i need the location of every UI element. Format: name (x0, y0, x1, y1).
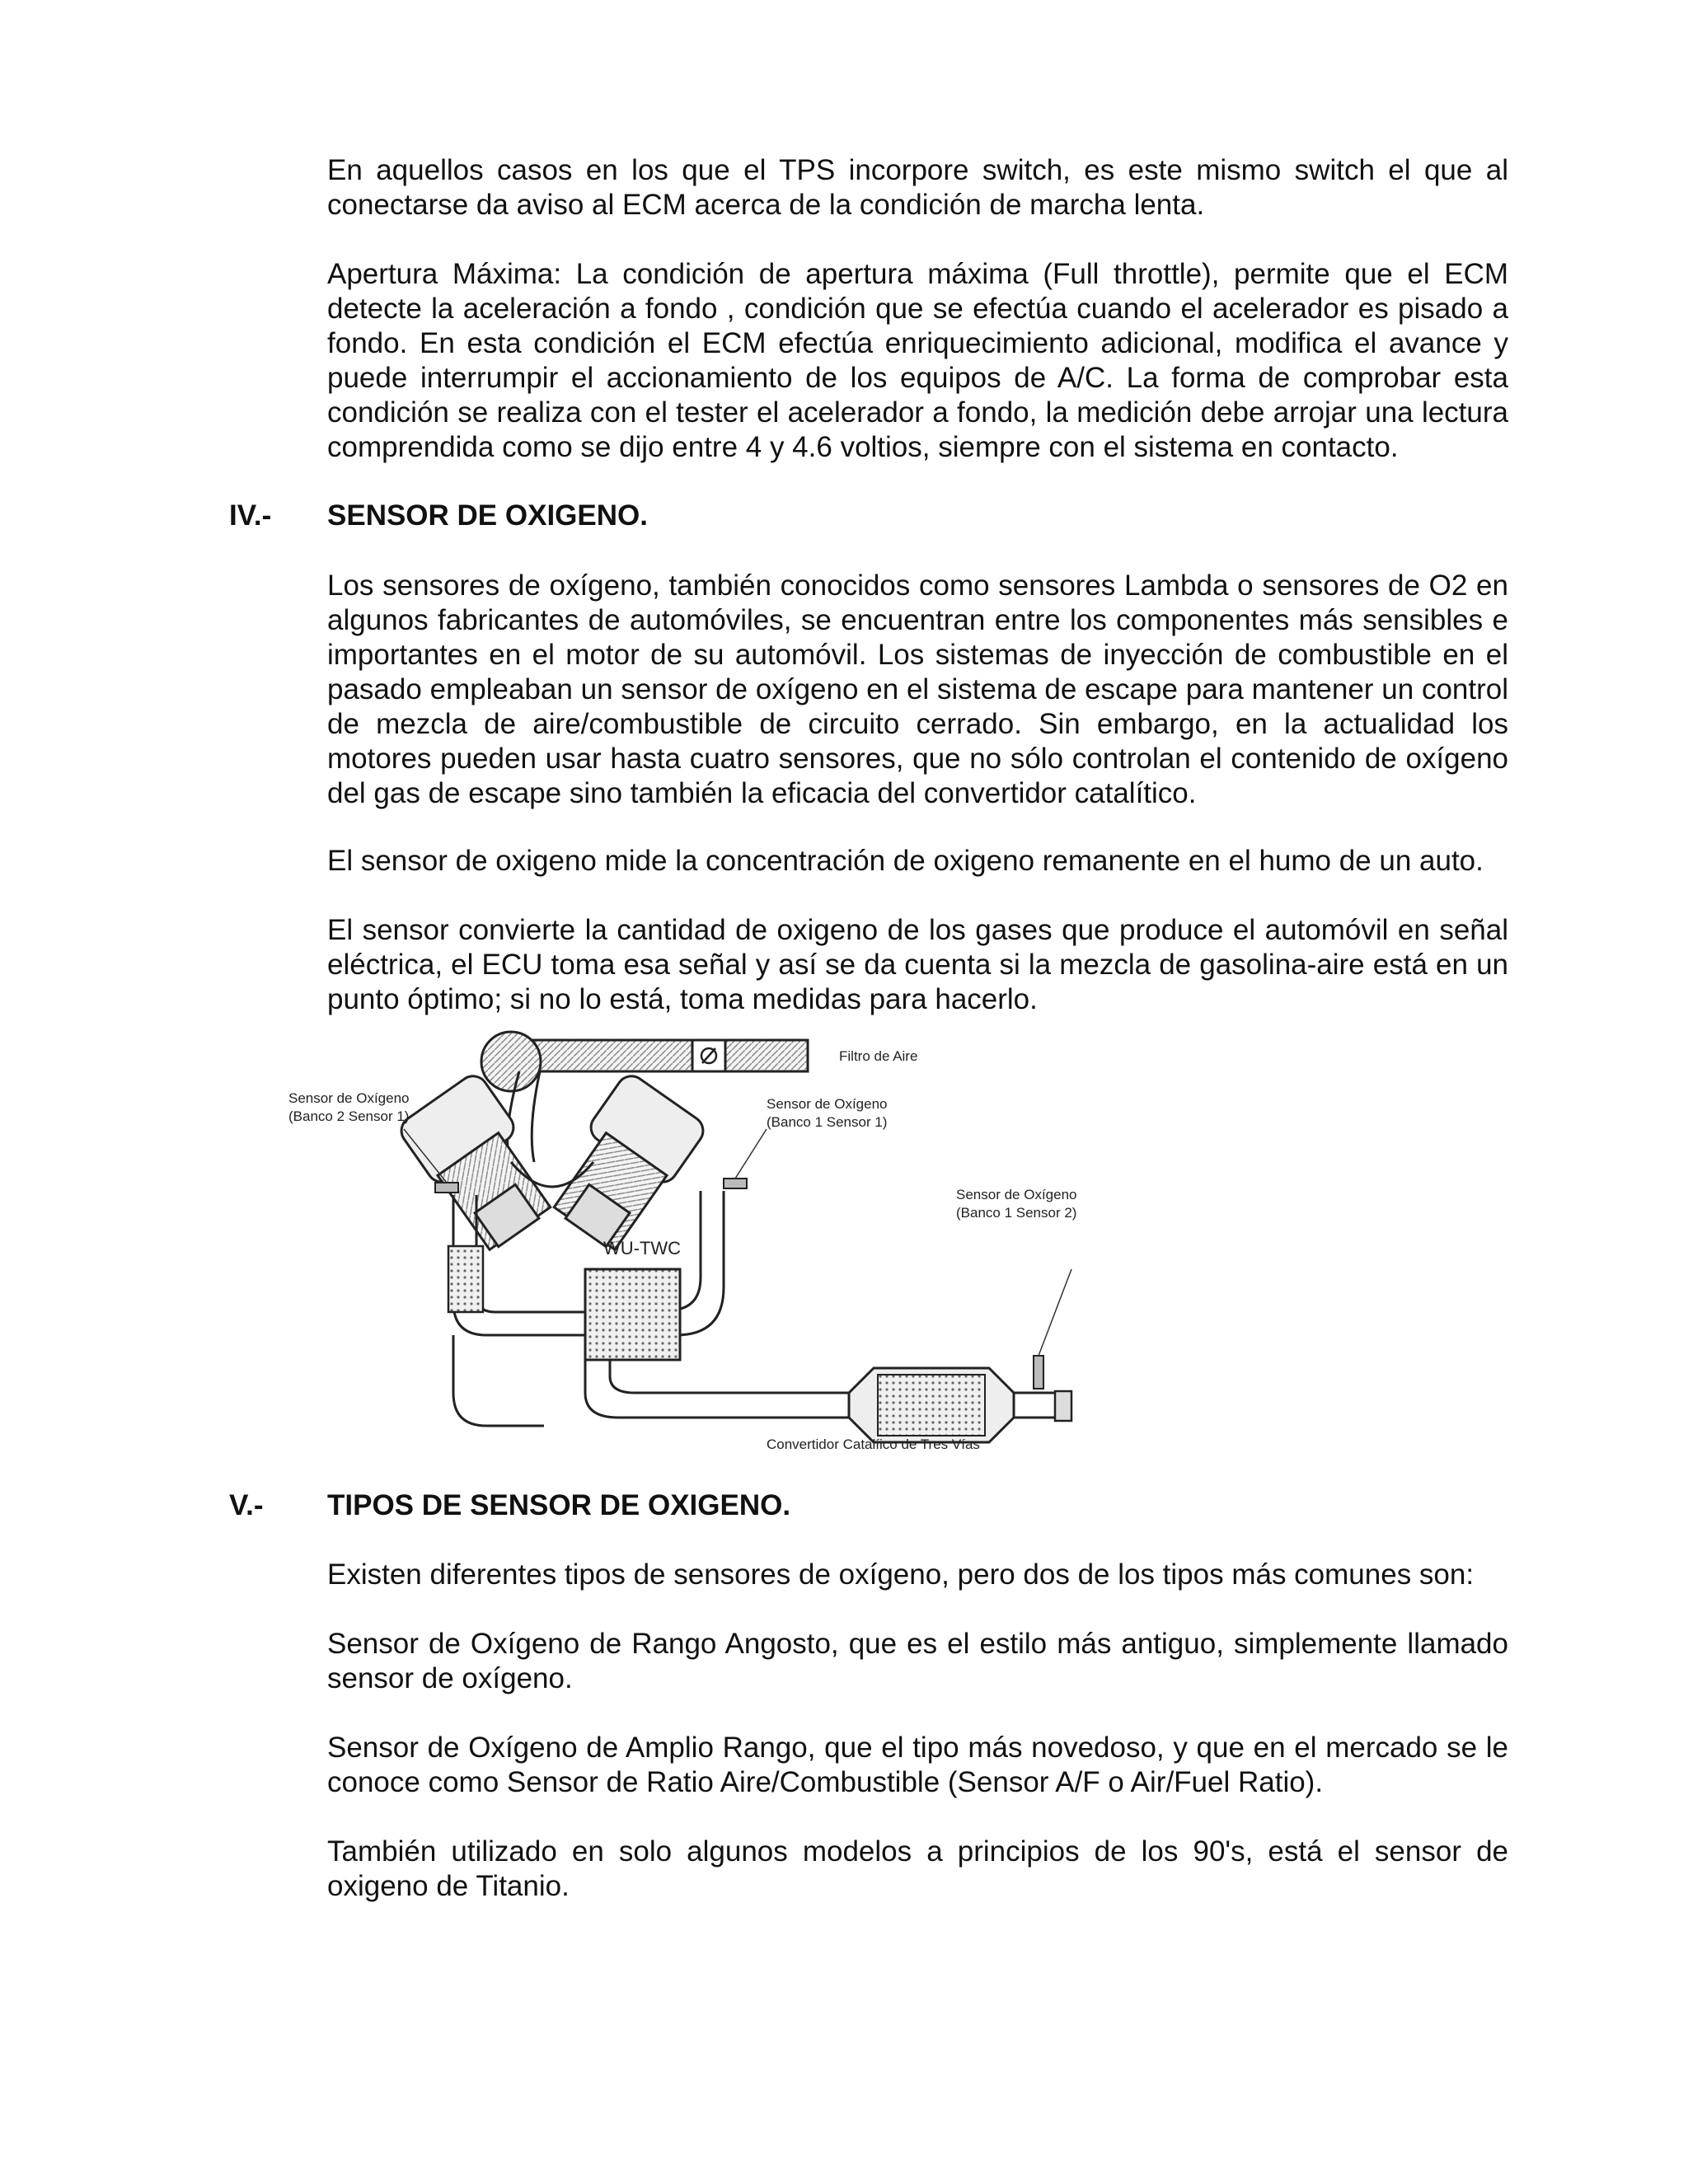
section-number-iv: IV.- (229, 499, 272, 532)
oxygen-sensor-bank1-sensor1 (724, 1129, 767, 1188)
paragraph-apertura-maxima: Apertura Máxima: La condición de apertura máxima (Full throttle), permite que el ECM detecte la aceleración a fondo , condición que se efectúa cuando el acelerador es pisado a fondo. En esta condición el ECM efectúa enriquecimiento adicional, modifica el avance y puede interrumpir el accionamiento de los equipos de A/C. La forma de comprobar esta condición se realiza con el tester el acelerador a fondo, la medición debe arrojar una lectura comprendida como se dijo entre 4 y 4.6 voltios, siempre con el sistema en contacto. (327, 258, 1508, 463)
air-filter-label: Filtro de Aire (839, 1048, 918, 1064)
paragraph-convierte-senal: El sensor convierte la cantidad de oxigeno de los gases que produce el automóvil en señal eléctrica, el ECU toma esa señal y así se da cuenta si la mezcla de gasolina-aire está en un punto óptimo; si no lo está, toma medidas para hacerlo. (327, 914, 1508, 1015)
wu-twc-label: WU-TWC (603, 1238, 682, 1258)
oxygen-sensor-bank1-sensor2 (1034, 1269, 1071, 1389)
paragraph-rango-angosto: Sensor de Oxígeno de Rango Angosto, que es el estilo más antiguo, simplemente llamado sensor de oxígeno. (327, 1628, 1508, 1694)
air-filter (692, 1040, 725, 1071)
sensor-b1s2-label-line1: Sensor de Oxígeno (956, 1187, 1077, 1202)
sensor-b1s1-label-line2: (Banco 1 Sensor 1) (767, 1114, 888, 1130)
paragraph-sensores-oxigeno: Los sensores de oxígeno, también conocidos como sensores Lambda o sensores de O2 en algunos fabricantes de automóviles, se encuentran entre los componentes más sensibles e importantes en el motor de su automóvil. Los sistemas de inyección de combustible en el pasado empleaban un sensor de oxígeno en el sistema de escape para mantener un control de mezcla de aire/combustible de circuito cerrado. Sin embargo, en la actualidad los motores pueden usar hasta cuatro sensores, que no sólo controlan el contenido de oxígeno del gas de escape sino también la eficacia del convertidor catalítico. (327, 569, 1508, 809)
paragraph-tipos-comunes: Existen diferentes tipos de sensores de oxígeno, pero dos de los tipos más comunes son: (327, 1558, 1475, 1591)
engine-block (396, 1071, 709, 1250)
section-number-v: V.- (229, 1489, 264, 1521)
paragraph-mide-concentracion: El sensor de oxigeno mide la concentración de oxigeno remanente en el humo de un auto. (327, 845, 1484, 877)
paragraph-titanio: También utilizado en solo algunos modelos a principios de los 90's, está el sensor de oxigeno de Titanio. (327, 1835, 1508, 1902)
section-title-tipos-sensor: TIPOS DE SENSOR DE OXIGENO. (327, 1489, 791, 1521)
sensor-b2s1-label-line1: Sensor de Oxígeno (288, 1090, 410, 1106)
right-cylinder-bank (554, 1071, 709, 1250)
paragraph-amplio-rango: Sensor de Oxígeno de Amplio Rango, que el tipo más novedoso, y que en el mercado se le conoce como Sensor de Ratio Aire/Combustible (Sensor A/F o Air/Fuel Ratio). (327, 1732, 1508, 1798)
converter-label: Convertidor Catalíico de Tres Vías (767, 1436, 980, 1452)
engine-oxygen-sensor-diagram (288, 1030, 1302, 1459)
section-title-sensor-oxigeno: SENSOR DE OXIGENO. (327, 499, 648, 532)
sensor-b1s2-label-line2: (Banco 1 Sensor 2) (956, 1205, 1077, 1221)
warm-up-catalytic-converter (585, 1269, 680, 1360)
paragraph-tps-switch: En aquellos casos en los que el TPS incorpore switch, es este mismo switch el que al conectarse da aviso al ECM acerca de la condición de marcha lenta. (327, 154, 1508, 221)
left-cylinder-bank (396, 1071, 551, 1250)
sensor-b1s1-label-line1: Sensor de Oxígeno (767, 1096, 888, 1112)
sensor-b2s1-label-line2: (Banco 2 Sensor 1) (288, 1108, 410, 1124)
